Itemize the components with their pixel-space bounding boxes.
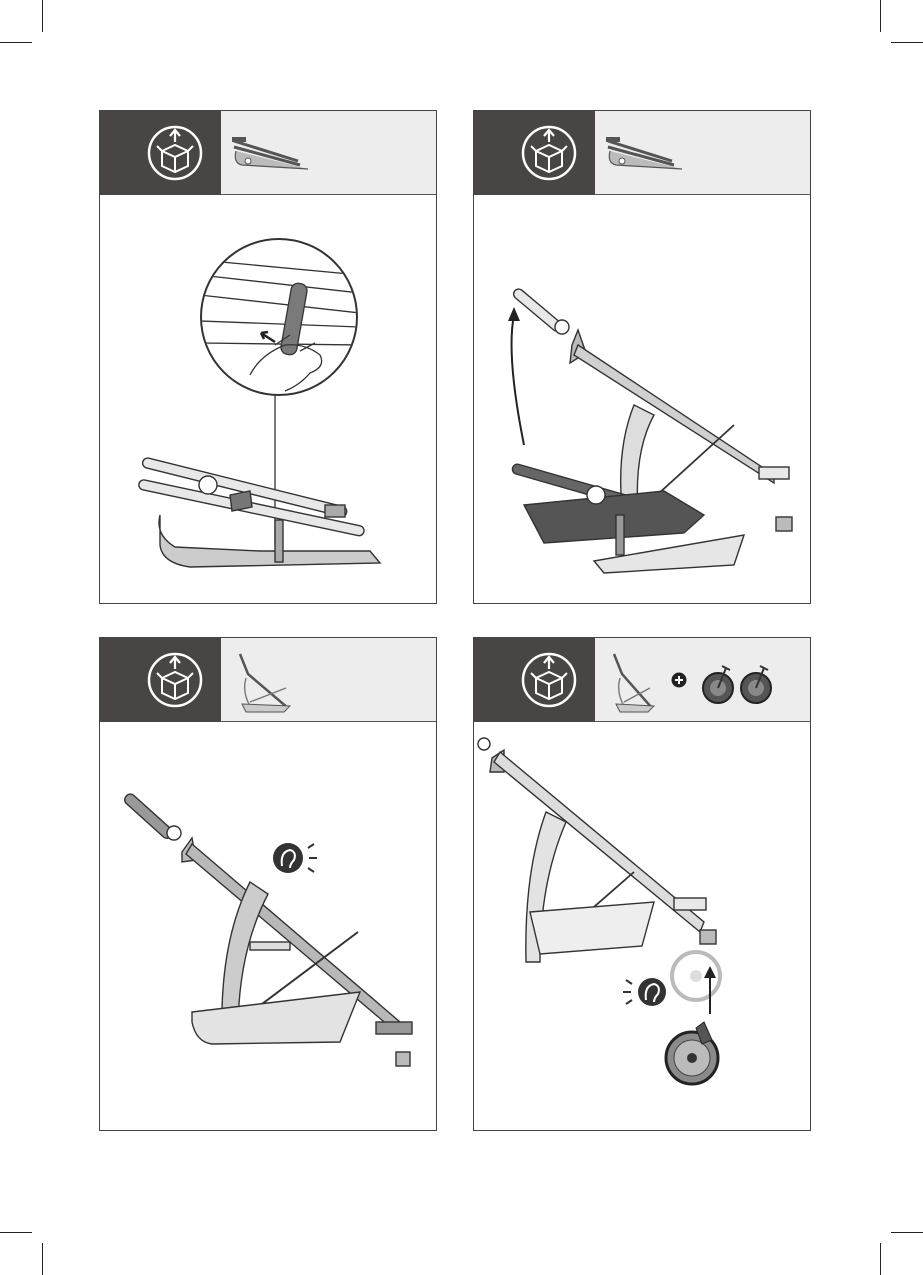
crop-mark <box>42 0 43 32</box>
front-wheel-icon <box>698 662 738 706</box>
unbox-icon <box>474 638 595 722</box>
plus-icon <box>671 672 687 688</box>
unbox-icon <box>100 111 221 195</box>
step-panel-2 <box>473 110 811 604</box>
crop-mark <box>42 1243 43 1275</box>
crop-mark <box>891 42 923 43</box>
step-panel-1 <box>99 110 437 604</box>
folded-stroller-thumbnail <box>228 121 318 181</box>
step-panel-4 <box>473 637 811 1131</box>
unfolded-stroller-thumbnail <box>602 648 662 714</box>
crop-mark <box>0 42 32 43</box>
step-panel-3 <box>99 637 437 1131</box>
attach-front-wheel-illustration <box>474 722 810 1130</box>
crop-mark <box>0 1232 32 1233</box>
click-lock-illustration <box>100 722 436 1130</box>
unbox-icon <box>474 111 595 195</box>
ear-click-icon <box>623 978 666 1006</box>
unfolded-stroller-thumbnail <box>228 648 318 714</box>
unfold-handle-illustration <box>474 195 810 603</box>
ear-click-icon <box>273 843 317 873</box>
crop-mark <box>880 1243 881 1275</box>
release-lock-illustration <box>100 195 436 603</box>
crop-mark <box>891 1232 923 1233</box>
front-wheel-icon <box>736 662 776 706</box>
folded-stroller-thumbnail <box>602 121 692 181</box>
unbox-icon <box>100 638 221 722</box>
crop-mark <box>880 0 881 32</box>
